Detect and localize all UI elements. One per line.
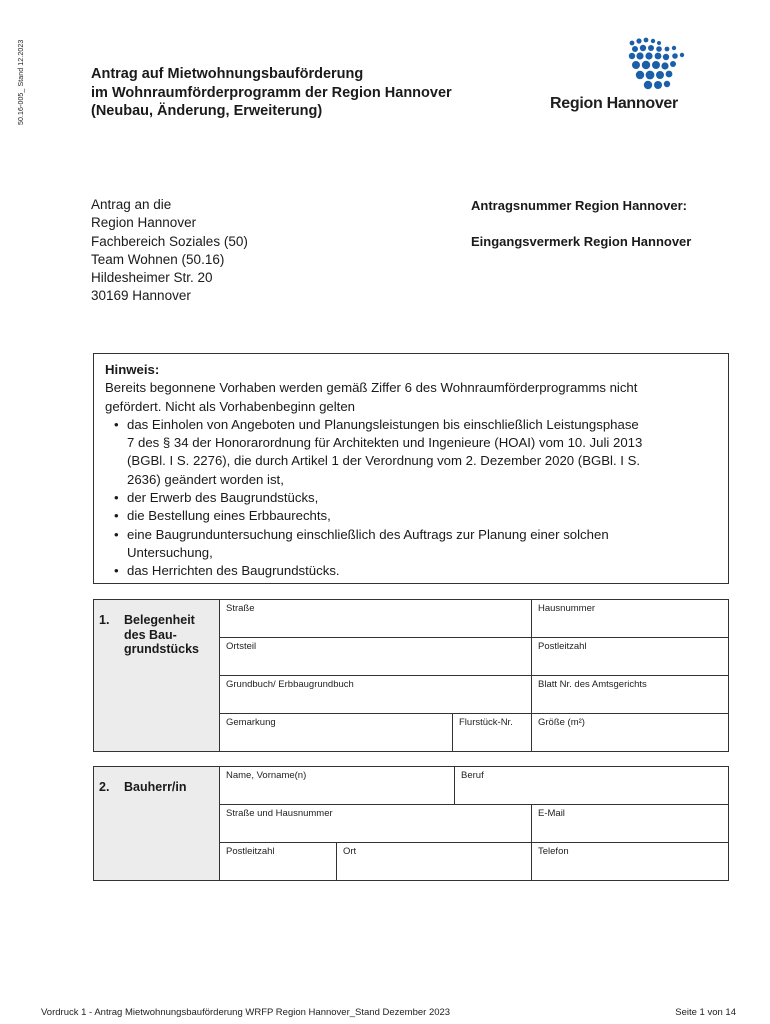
list-item	[105, 489, 718, 507]
footer-form-reference: Vordruck 1 - Antrag Mietwohnungsbauförderung WRFP Region Hannover_Stand Dezember 2023	[41, 1007, 451, 1018]
list-item	[105, 526, 718, 563]
section-label-panel	[94, 600, 220, 751]
list-item-line: • das Herrichten des Baugrundstücks.	[127, 563, 340, 579]
section-label-panel	[94, 767, 220, 880]
grundbuch-field[interactable]: Grundbuch/ Erbbaugrundbuch	[226, 679, 354, 690]
email-field[interactable]: E-Mail	[538, 808, 565, 819]
list-item-line: 7 des § 34 der Honorarordnung für Architekten und Ingenieure (HOAI) vom 10. Juli 2013	[127, 435, 643, 451]
address-line: Hildesheimer Str. 20	[91, 270, 213, 286]
document-code: 50.16-005_ Stand 12.2023	[18, 39, 25, 125]
hinweis-intro-line: gefördert. Nicht als Vorhabenbeginn gelten	[105, 398, 356, 414]
list-item-line: • die Bestellung eines Erbbaurechts,	[127, 508, 331, 524]
hinweis-intro-line: Bereits begonnene Vorhaben werden gemäß Ziffer 6 des Wohnraumförderprogramms nicht	[105, 380, 638, 396]
logo-text: Region Hannover	[550, 95, 678, 112]
section-label	[124, 780, 187, 795]
section-belegenheit	[93, 599, 729, 752]
list-item	[105, 507, 718, 525]
region-hannover-dots-logo-icon	[626, 36, 688, 94]
title-line: Antrag auf Mietwohnungsbauförderung	[91, 66, 364, 82]
section-label-line: Belegenheit	[124, 613, 195, 627]
address-line: Fachbereich Soziales (50)	[91, 233, 248, 249]
region-hannover-logo	[548, 36, 688, 116]
address-line: Team Wohnen (50.16)	[91, 251, 225, 267]
strasse-hausnummer-field[interactable]: Straße und Hausnummer	[226, 808, 333, 819]
title-line: (Neubau, Änderung, Erweiterung)	[91, 103, 323, 119]
list-item	[105, 562, 718, 580]
section-label-line: grundstücks	[124, 642, 200, 656]
antragsnummer-label: Antragsnummer Region Hannover:	[471, 198, 687, 213]
page-title	[91, 65, 452, 121]
address-line: 30169 Hannover	[91, 288, 191, 304]
footer-page-number: Seite 1 von 14	[675, 1007, 736, 1018]
address-line: Antrag an die	[91, 197, 172, 212]
gemarkung-field[interactable]: Gemarkung	[226, 717, 276, 728]
section-label-line: Bauherr/in	[124, 780, 187, 794]
telefon-field[interactable]: Telefon	[538, 846, 569, 857]
list-item-line: Untersuchung,	[127, 544, 213, 560]
list-item-line: • eine Baugrunduntersuchung einschließlich des Auftrags zur Planung einer solchen	[127, 526, 609, 542]
hinweis-box	[93, 353, 729, 584]
list-item-line: (BGBl. I S. 2276), die durch Artikel 1 der Verordnung vom 2. Dezember 2020 (BGBl. I S.	[127, 453, 641, 469]
section-bauherr	[93, 766, 729, 881]
section-number: 1.	[99, 613, 110, 627]
blatt-nr-field[interactable]: Blatt Nr. des Amtsgerichts	[538, 679, 647, 690]
list-item-line: • der Erwerb des Baugrundstücks,	[127, 490, 319, 506]
strasse-field[interactable]: Straße	[226, 603, 255, 614]
eingangsvermerk-label: Eingangsvermerk Region Hannover	[471, 234, 692, 249]
name-field[interactable]: Name, Vorname(n)	[226, 770, 307, 781]
beruf-field[interactable]: Beruf	[461, 770, 484, 781]
ortsteil-field[interactable]: Ortsteil	[226, 641, 257, 652]
section-label	[124, 613, 199, 657]
list-item	[105, 416, 718, 489]
postleitzahl-field[interactable]: Postleitzahl	[538, 641, 587, 652]
flurstueck-field[interactable]: Flurstück-Nr.	[459, 717, 513, 728]
ort-field[interactable]: Ort	[343, 846, 357, 857]
list-item-line: 2636) geändert worden ist,	[127, 471, 284, 487]
section-label-line: des Bau-	[124, 627, 177, 642]
groesse-field[interactable]: Größe (m²)	[538, 717, 585, 728]
address-line: Region Hannover	[91, 215, 197, 231]
list-item-line: • das Einholen von Angeboten und Planungsleistungen bis einschließlich Leistungsphase	[127, 416, 639, 432]
section-number: 2.	[99, 780, 110, 794]
postleitzahl-field[interactable]: Postleitzahl	[226, 846, 275, 857]
hinweis-heading: Hinweis:	[105, 362, 160, 377]
hinweis-list	[105, 416, 718, 581]
recipient-address	[91, 196, 248, 306]
title-line: im Wohnraumförderprogramm der Region Hannover	[91, 84, 452, 101]
hausnummer-field[interactable]: Hausnummer	[538, 603, 596, 614]
